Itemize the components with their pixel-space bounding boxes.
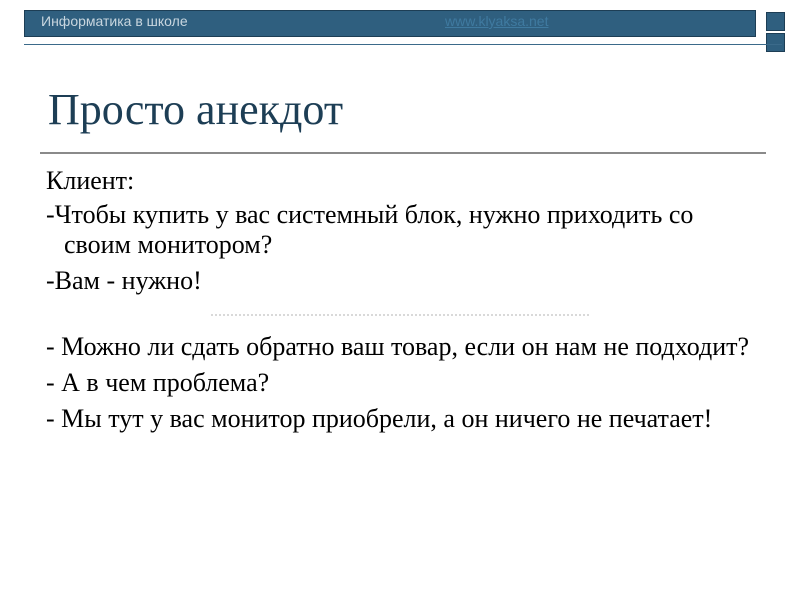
site-name: Информатика в школе [41, 13, 188, 29]
text-line: -Вам - нужно! [46, 266, 202, 295]
header-underline [24, 44, 782, 45]
slide-title: Просто анекдот [48, 85, 344, 134]
text-line: - Можно ли сдать обратно ваш товар, если он нам не подходит? [46, 332, 750, 361]
text-line: - А в чем проблема? [46, 368, 270, 397]
site-url-link[interactable]: www.klyaksa.net [445, 13, 549, 29]
slide-content [46, 166, 766, 440]
text-line: -Чтобы купить у вас системный блок, нужно приходить со своим монитором? [46, 200, 694, 259]
title-divider [40, 152, 766, 154]
corner-square-top [766, 12, 785, 31]
text-line: - Мы тут у вас монитор приобрели, а он ничего не печатает! [46, 404, 713, 433]
dotted-separator [211, 314, 589, 316]
text-line: Клиент: [46, 166, 135, 195]
corner-square-bottom [766, 33, 785, 52]
header-bar [24, 10, 756, 37]
